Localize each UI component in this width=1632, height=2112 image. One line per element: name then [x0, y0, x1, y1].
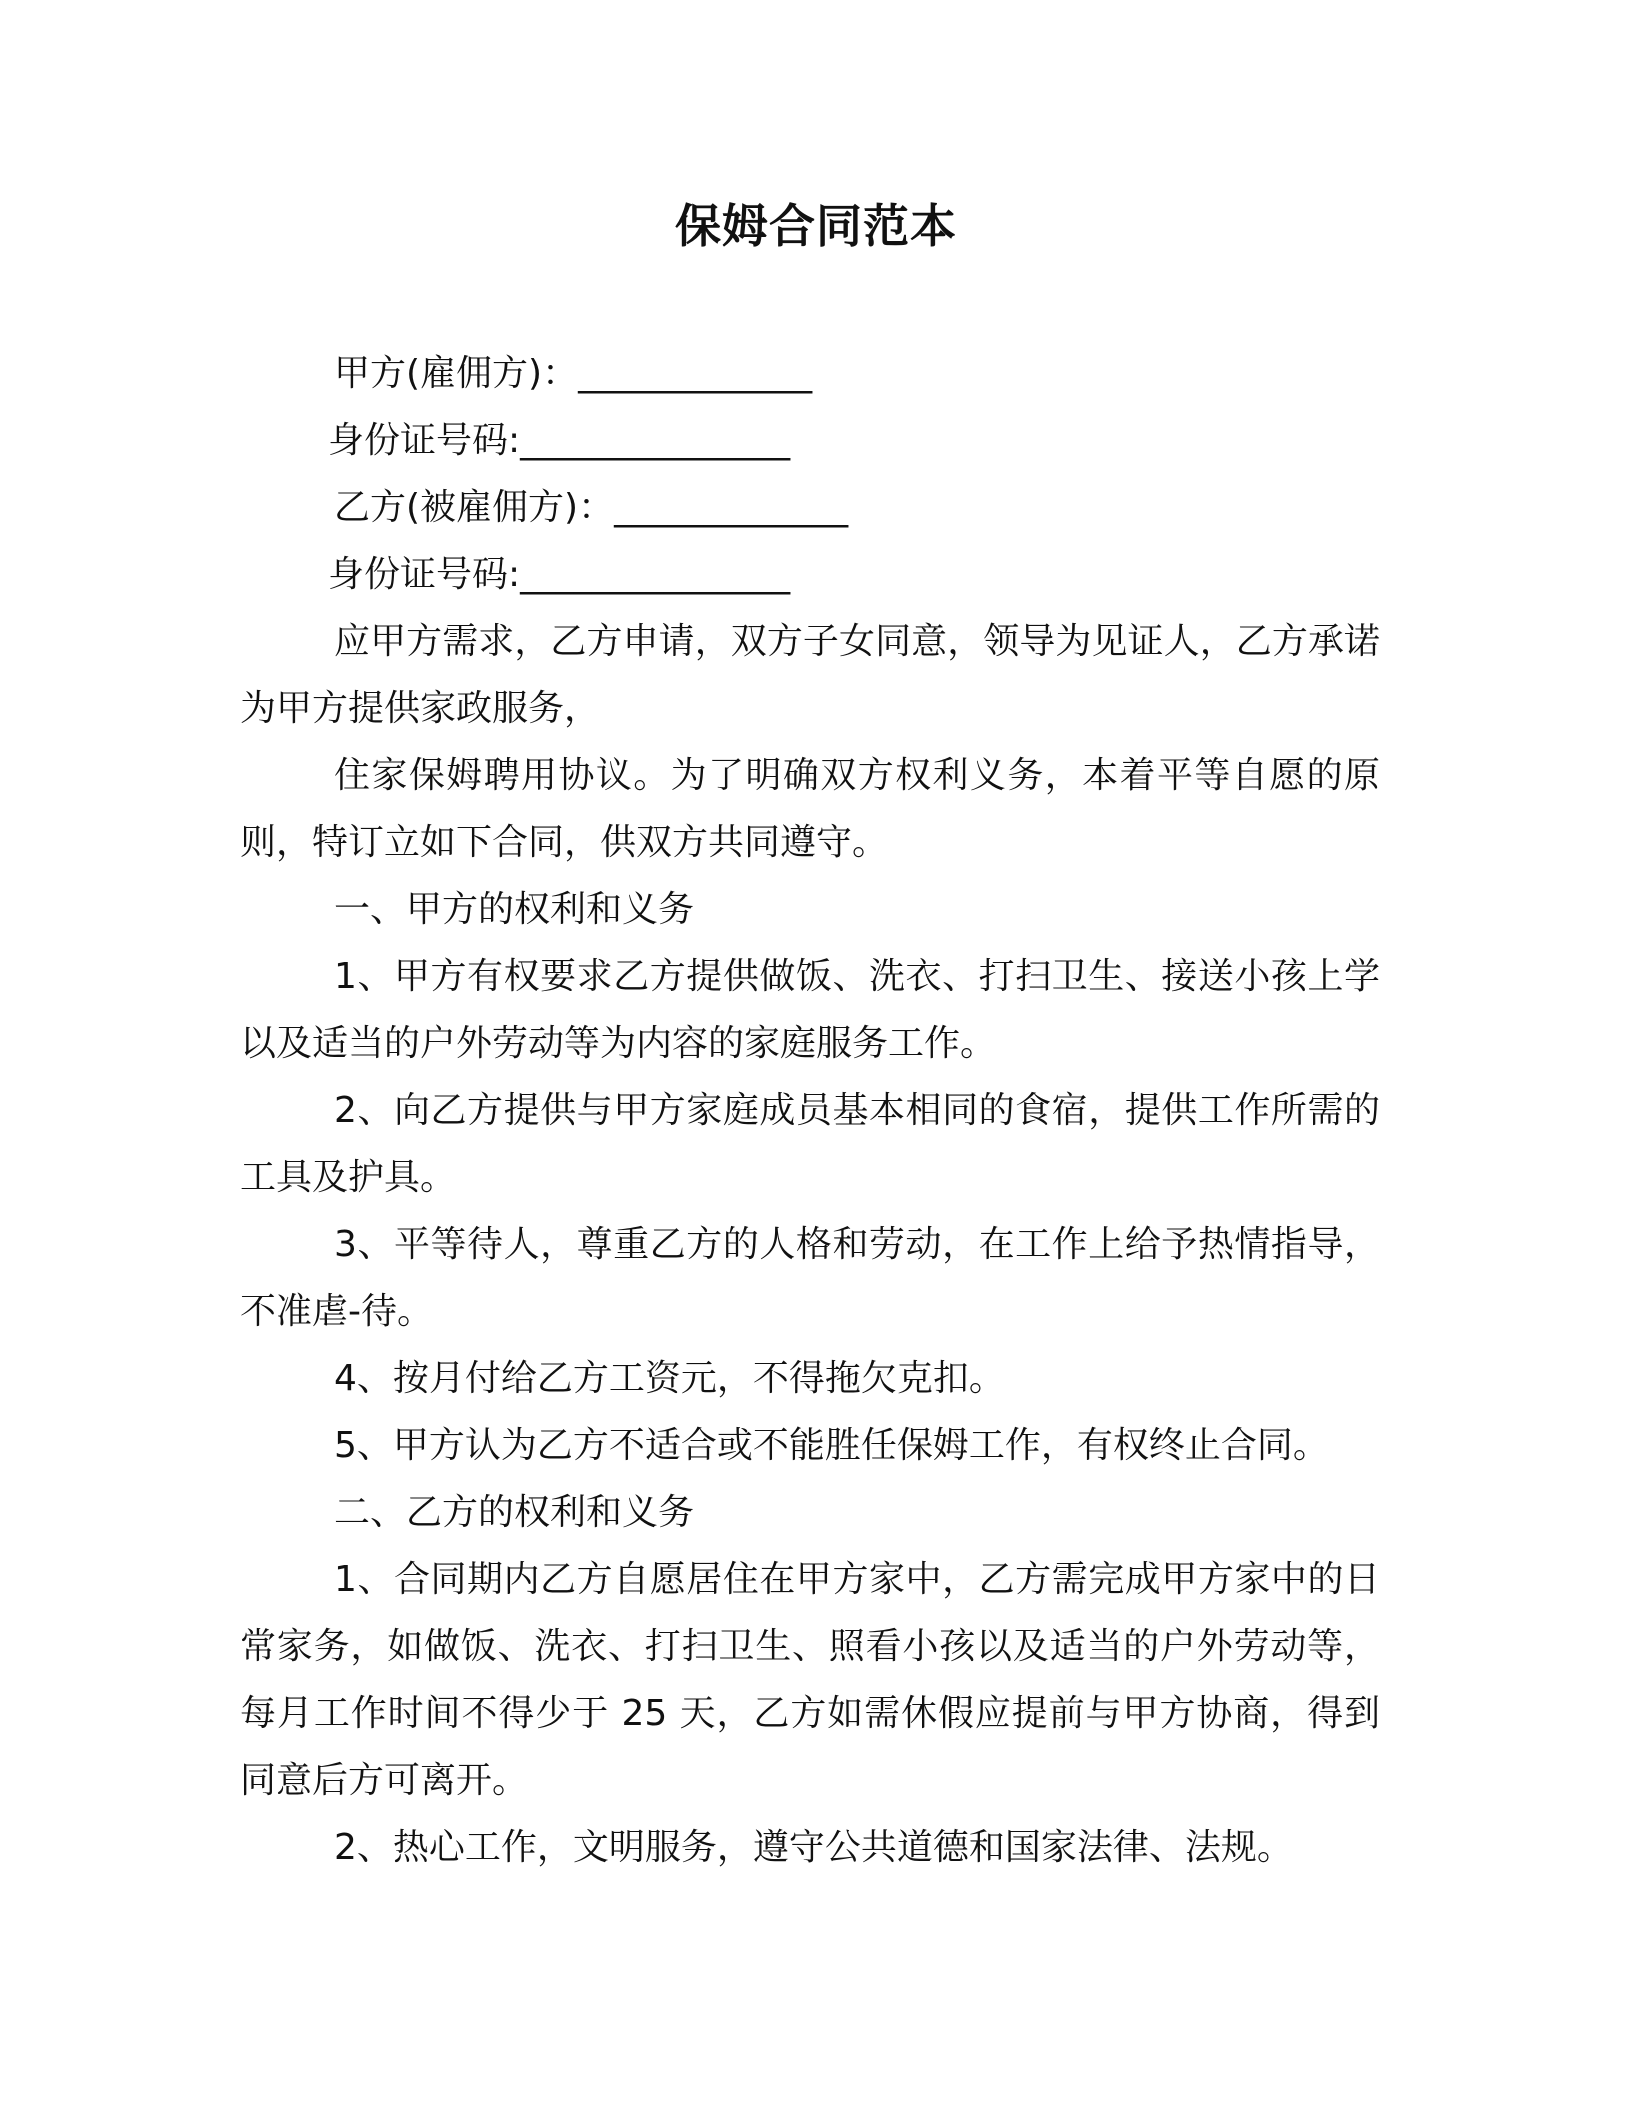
clause-item: 3、平等待人，尊重乙方的人格和劳动，在工作上给予热情指导，不准虐-待。 [240, 1224, 1380, 1332]
clause-item: 2、向乙方提供与甲方家庭成员基本相同的食宿，提供工作所需的工具及护具。 [240, 1090, 1380, 1198]
section-heading-party-a: 一、甲方的权利和义务 [334, 889, 695, 930]
document-title: 保姆合同范本 [675, 199, 957, 253]
clause-item: 1、甲方有权要求乙方提供做饭、洗衣、打扫卫生、接送小孩上学以及适当的户外劳动等为内容的家庭服务工作。 [240, 956, 1380, 1064]
clause-item: 2、热心工作，文明服务，遵守公共道德和国家法律、法规。 [334, 1827, 1293, 1868]
intro-paragraph: 住家保姆聘用协议。为了明确双方权利义务，本着平等自愿的原则，特订立如下合同，供双方共同遵守。 [240, 755, 1380, 863]
clause-item: 1、合同期内乙方自愿居住在甲方家中，乙方需完成甲方家中的日常家务，如做饭、洗衣、打扫卫生、照看小孩以及适当的户外劳动等，每月工作时间不得少于 25 天，乙方如需休假应提前与甲方协商，得到同意后方可离开。 [240, 1559, 1380, 1801]
party-a-id-field: 身份证号码:_______________ [328, 420, 791, 461]
party-b-id-field: 身份证号码:_______________ [328, 554, 791, 595]
party-a-field: 甲方(雇佣方)：_____________ [334, 353, 813, 394]
section-heading-party-b: 二、乙方的权利和义务 [334, 1492, 695, 1533]
clause-item: 5、甲方认为乙方不适合或不能胜任保姆工作，有权终止合同。 [334, 1425, 1329, 1466]
intro-paragraph: 应甲方需求，乙方申请，双方子女同意，领导为见证人，乙方承诺为甲方提供家政服务， [240, 621, 1380, 729]
document-body [240, 340, 1380, 1881]
party-b-field: 乙方(被雇佣方)：_____________ [334, 487, 849, 528]
clause-item: 4、按月付给乙方工资元，不得拖欠克扣。 [334, 1358, 1005, 1399]
